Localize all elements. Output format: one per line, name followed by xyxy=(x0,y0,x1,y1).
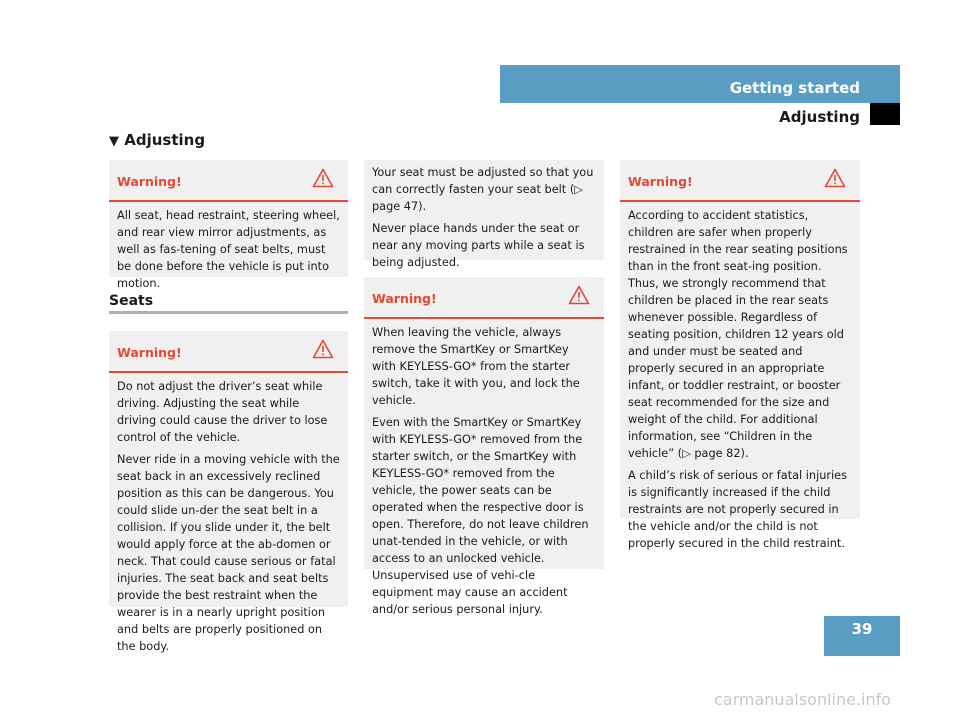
warning-paragraph: All seat, head restraint, steering wheel, and rear view mirror adjustments, as well as fas-tening of seat belts, must be done before the vehicle is put into motion. xyxy=(117,209,340,290)
section-title xyxy=(109,131,205,149)
header-subtitle: Adjusting xyxy=(779,108,860,126)
warning-text xyxy=(109,202,348,305)
warning-header xyxy=(109,331,348,373)
warning-label: Warning! xyxy=(372,291,437,306)
section-marker-icon: ▼ xyxy=(109,134,119,149)
info-paragraph: Never place hands under the seat or near any moving parts while a seat is being adjusted. xyxy=(372,222,585,269)
info-paragraph: Your seat must be adjusted so that you can correctly fasten your seat belt (▷ page 47). xyxy=(372,166,594,213)
warning-text xyxy=(620,202,860,565)
warning-triangle-icon xyxy=(824,168,846,192)
warning-triangle-icon xyxy=(312,339,334,363)
seats-divider xyxy=(109,311,348,314)
warning-box-adjustments xyxy=(109,160,348,290)
warning-box-children xyxy=(620,160,860,550)
info-box-seat-adjust xyxy=(364,160,604,269)
warning-paragraph: A child’s risk of serious or fatal injuries is significantly increased if the child restraints are not properly secured in the vehicle and/or the child is not properly secured in the child restraint. xyxy=(628,469,847,550)
warning-paragraph: When leaving the vehicle, always remove the SmartKey or SmartKey with KEYLESS-GO* from the starter switch, take it with you, and lock the vehicle. xyxy=(372,326,580,407)
warning-text xyxy=(109,373,348,668)
section-title-text: Adjusting xyxy=(124,131,206,149)
warning-paragraph: Even with the SmartKey or SmartKey with KEYLESS-GO* removed from the starter switch, or the SmartKey with KEYLESS-GO* removed from the vehicle, the power seats can be operated when the respective door is open. Therefore, do not leave children unat-tended in the vehicle, or with access to an unlocked vehicle. Unsupervised use of vehi-cle equipment may cause an accident and/or serious personal injury. xyxy=(372,416,589,616)
seats-heading: Seats xyxy=(109,293,154,309)
warning-paragraph: Do not adjust the driver’s seat while driving. Adjusting the seat while driving could cause the driver to lose control of the vehicle. xyxy=(117,380,328,444)
header-title: Getting started xyxy=(729,79,860,97)
header-marker-block xyxy=(870,103,900,125)
warning-header xyxy=(109,160,348,202)
warning-box-leaving-vehicle xyxy=(364,277,604,616)
warning-label: Warning! xyxy=(117,174,182,189)
warning-label: Warning! xyxy=(117,345,182,360)
warning-text xyxy=(364,319,604,631)
warning-triangle-icon xyxy=(568,285,590,309)
warning-paragraph: According to accident statistics, children are safer when properly restrained in the rear seating positions than in the front seat-ing position. Thus, we strongly recommend that children be placed in the rear seats whenever possible. Regardless of seating position, children 12 years old and under must be seated and properly secured in an appropriate infant, or toddler restraint, or booster seat recommended for the size and weight of the child. For additional information, see “Children in the vehicle” (▷ page 82). xyxy=(628,209,848,460)
warning-box-driving xyxy=(109,331,348,653)
warning-triangle-icon xyxy=(312,168,334,192)
footer-watermark: carmanualsonline.info xyxy=(714,690,892,709)
warning-paragraph: Never ride in a moving vehicle with the seat back in an excessively reclined position as this can be dangerous. You could slide un-der the seat belt in a collision. If you slide under it, the belt would apply force at the ab-domen or neck. That could cause serious or fatal injuries. The seat back and seat belts provide the best restraint when the wearer is in a nearly upright position and belts are properly positioned on the body. xyxy=(117,453,340,653)
warning-header xyxy=(620,160,860,202)
page-number: 39 xyxy=(851,620,873,638)
warning-header xyxy=(364,277,604,319)
warning-label: Warning! xyxy=(628,174,693,189)
info-text xyxy=(364,160,604,284)
